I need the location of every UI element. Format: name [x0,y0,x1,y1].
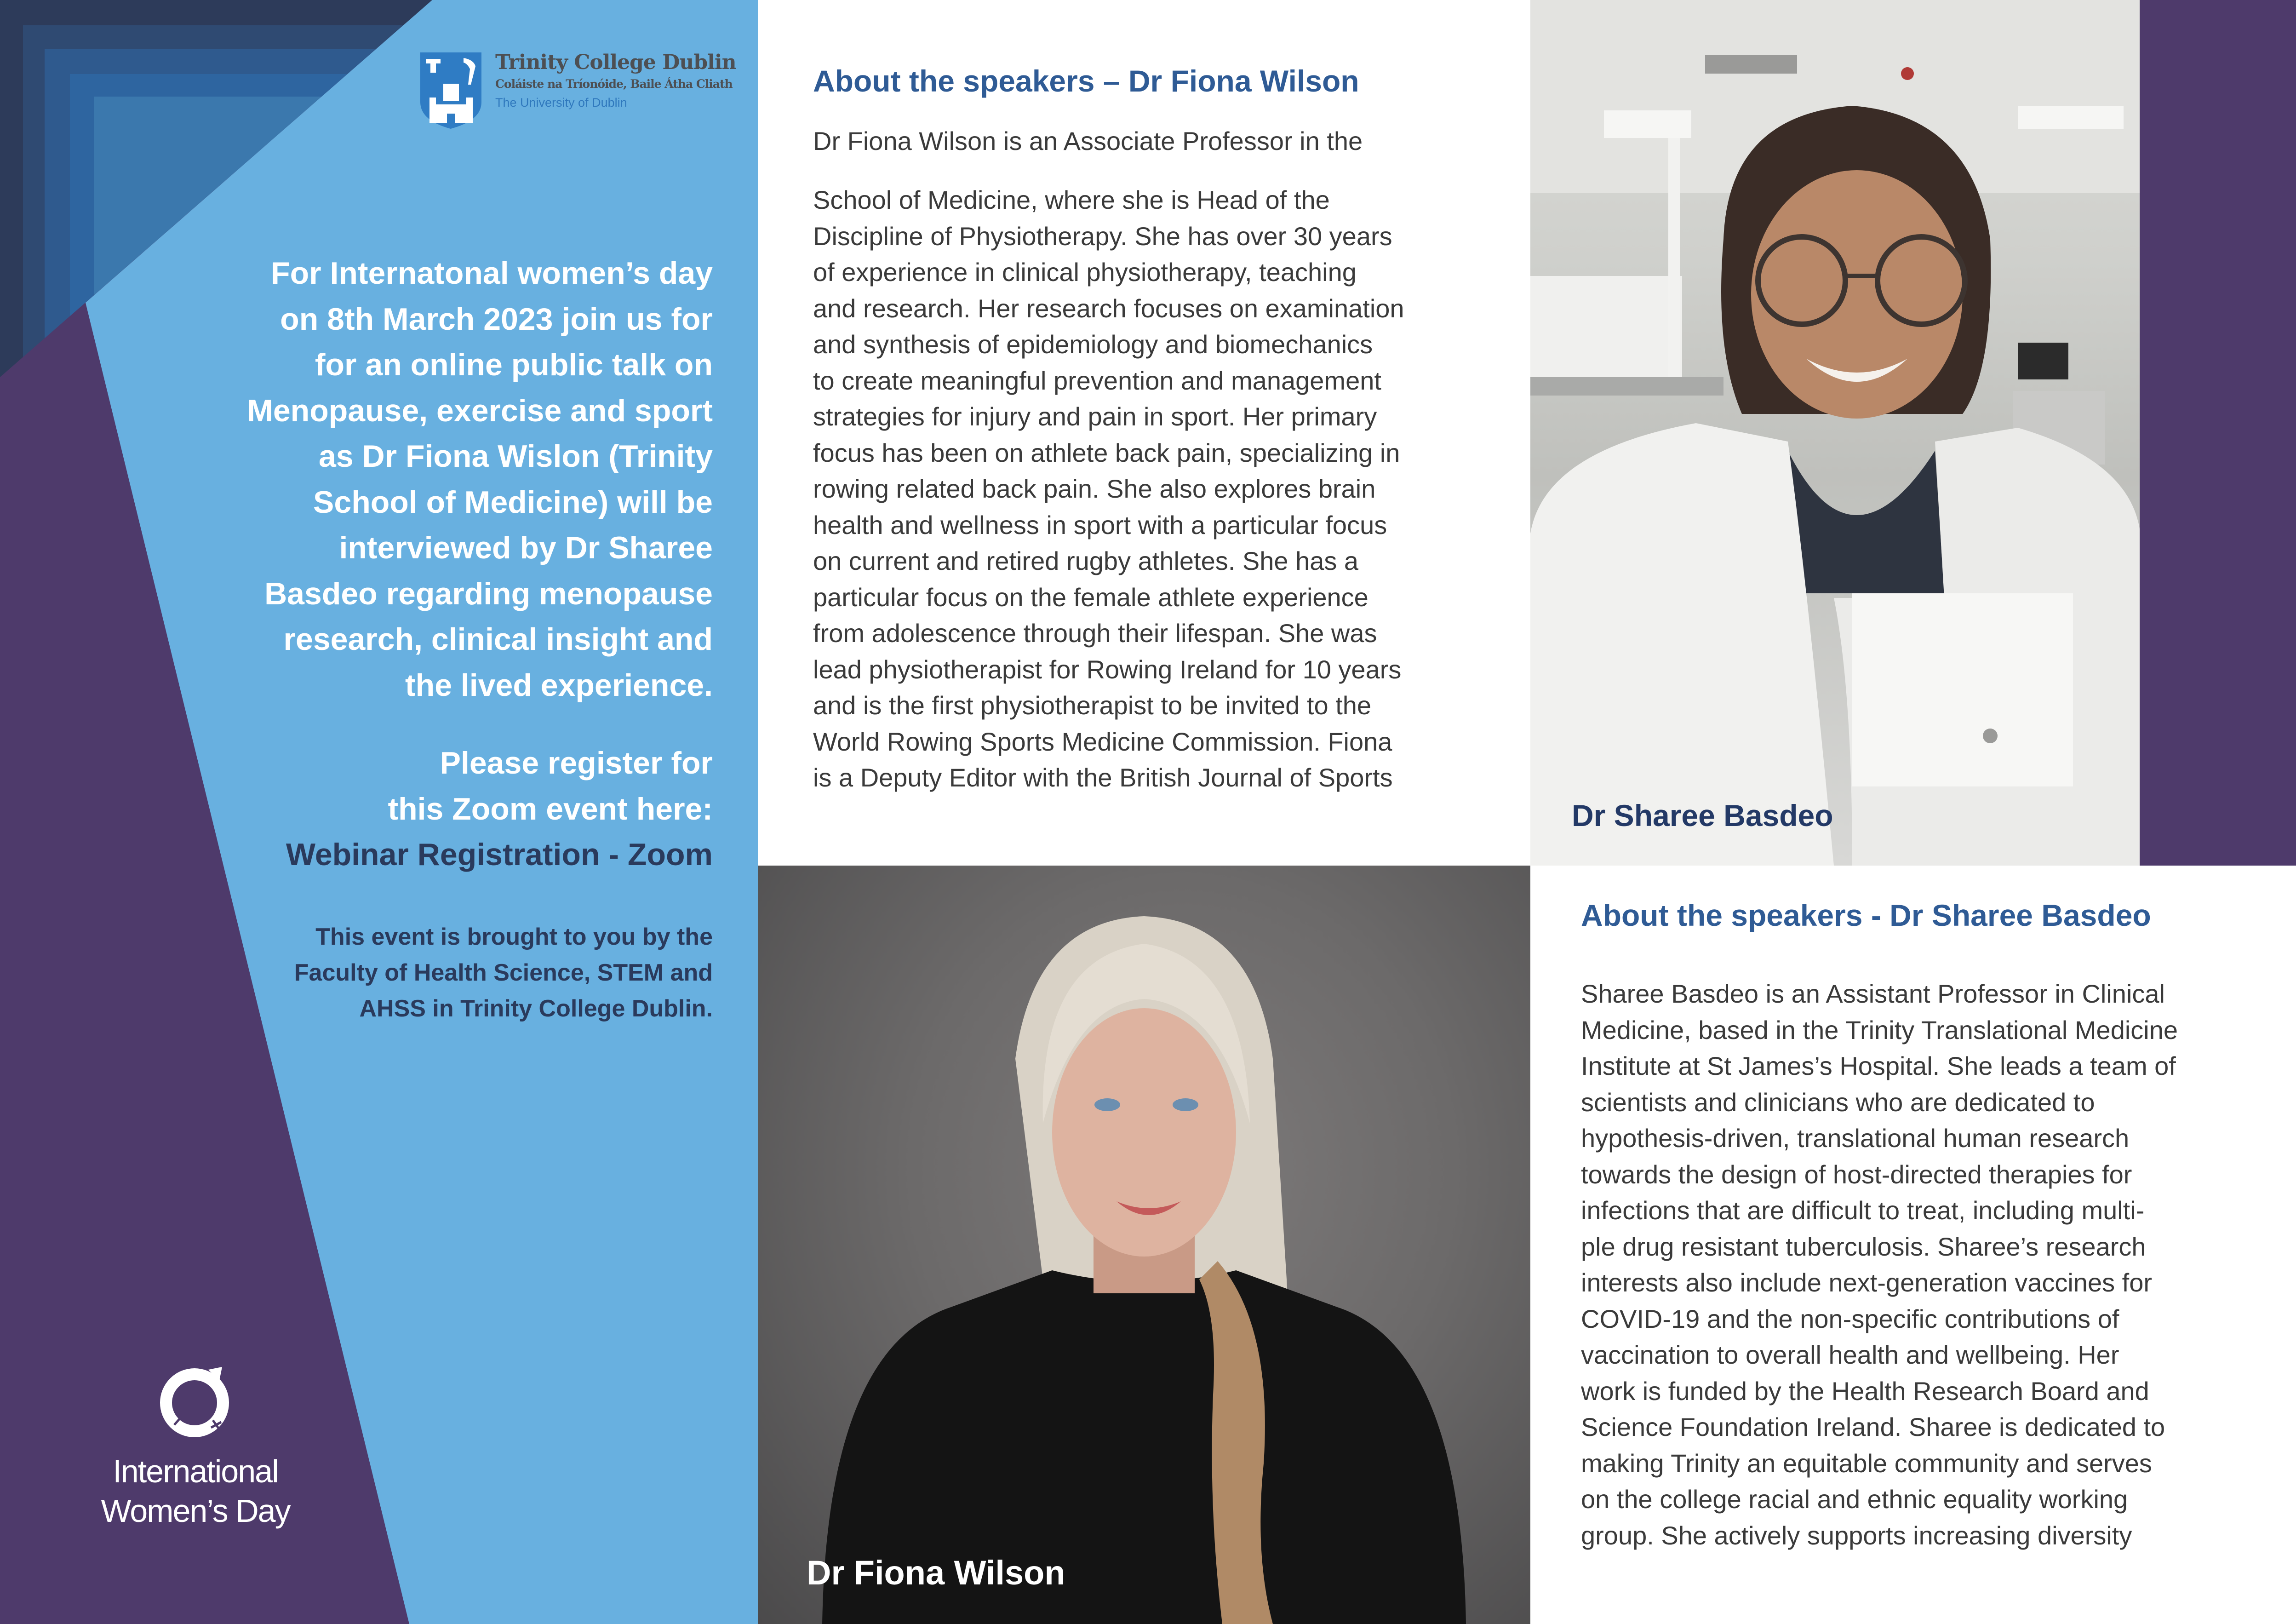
bio-line: particular focus on the female athlete experience [813,582,1368,612]
bio-line: Discipline of Physiotherapy. She has over 30 years [813,221,1392,251]
tcd-crest-icon [419,52,482,130]
bio-line: Science Foundation Ireland. Sharee is dedicated to [1581,1412,2165,1441]
intro-line: as Dr Fiona Wislon (Trinity [318,439,713,474]
intro-line: on 8th March 2023 join us for [280,301,713,337]
bio-line: on current and retired rugby athletes. She has a [813,546,1359,575]
bio-line: and is the first physiotherapist to be invited to the [813,691,1372,720]
register-text: this Zoom event here: [388,791,713,826]
sponsor-line: Faculty of Health Science, STEM and [294,959,713,986]
sharee-about-section [1530,866,2296,1624]
bio-line: School of Medicine, where she is Head of the [813,185,1330,214]
bio-line: interests also include next-generation vaccines for [1581,1268,2153,1297]
iwd-wordmark [90,1452,301,1531]
fiona-wilson-photo [758,866,1530,1624]
bio-line: to create meaningful prevention and management [813,366,1381,395]
bio-line: lead physiotherapist for Rowing Ireland for 10 years [813,654,1402,684]
intro-line: research, clinical insight and [283,622,713,657]
tcd-name: Trinity College Dublin [495,51,736,74]
sponsor-line: AHSS in Trinity College Dublin. [359,995,713,1022]
bio-line: health and wellness in sport with a particular focus [813,510,1387,539]
bio-line: from adolescence through their lifespan. She was [813,619,1377,648]
tcd-logo [419,51,736,133]
register-text: Please register for [440,746,713,780]
iwd-line: International [113,1453,278,1489]
fiona-about-section [758,0,1530,866]
fiona-bio-lead: Dr Fiona Wilson is an Associate Professor in the [813,126,1363,155]
tcd-subtitle: The University of Dublin [495,96,627,109]
bio-line: on the college racial and ethnic equality working [1581,1485,2128,1514]
bio-line: making Trinity an equitable community and serves [1581,1448,2152,1478]
fiona-section-title: About the speakers – Dr Fiona Wilson [813,64,1359,98]
intro-line: for an online public talk on [315,347,713,382]
intro-line: Menopause, exercise and sport [247,393,713,428]
left-panel [0,0,758,1624]
fiona-photo-caption: Dr Fiona Wilson [807,1554,1065,1592]
intro-line: the lived experience. [405,667,713,703]
webinar-registration-link[interactable]: Webinar Registration - Zoom [286,837,713,872]
sponsor-note [115,919,713,1027]
iwd-venus-symbol-icon [154,1360,237,1443]
intro-line: Basdeo regarding menopause [264,576,713,611]
purple-accent-strip [2140,0,2296,866]
bio-line: is a Deputy Editor with the British Journal of Sports [813,763,1393,792]
iwd-logo [90,1360,301,1535]
intro-line: School of Medicine) will be [313,484,713,520]
intro-line: For Internatonal women’s day [271,256,713,291]
sharee-portrait-illustration [1530,0,2140,866]
fiona-bio [813,182,1512,796]
bio-line: and research. Her research focuses on examination [813,293,1404,323]
sharee-photo-caption: Dr Sharee Basdeo [1572,798,1833,832]
bio-line: Medicine, based in the Trinity Translational Medicine [1581,1015,2178,1044]
bio-line: strategies for injury and pain in sport. Her primary [813,402,1377,431]
bio-line: scientists and clinicians who are dedicated to [1581,1087,2095,1117]
intro-line: interviewed by Dr Sharee [339,530,713,565]
bio-line: focus has been on athlete back pain, specializing in [813,438,1400,467]
bio-line: towards the design of host-directed therapies for [1581,1159,2132,1189]
bio-line: vaccination to overall health and wellbeing. Her [1581,1340,2119,1369]
sharee-bio [1581,976,2280,1554]
bio-line: COVID-19 and the non-specific contributions of [1581,1304,2119,1333]
iwd-line: Women’s Day [101,1493,290,1529]
bio-line: work is funded by the Health Research Board and [1581,1376,2149,1406]
event-intro [115,251,713,708]
bio-line: group. She actively supports increasing diversity [1581,1521,2132,1550]
bio-line: and synthesis of epidemiology and biomechanics [813,330,1373,359]
register-block [115,740,713,878]
bio-line: hypothesis-driven, translational human research [1581,1124,2130,1153]
bio-line: ple drug resistant tuberculosis. Sharee’s research [1581,1232,2146,1261]
fiona-portrait-illustration [758,866,1530,1624]
bio-line: infections that are difficult to treat, including multi- [1581,1196,2145,1225]
sharee-basdeo-photo [1530,0,2140,866]
tcd-irish-name: Coláiste na Tríonóide, Baile Átha Cliath [495,77,733,91]
bio-line: Sharee Basdeo is an Assistant Professor in Clinical [1581,979,2165,1008]
bio-line: Institute at St James’s Hospital. She leads a team of [1581,1051,2176,1080]
sponsor-line: This event is brought to you by the [315,924,713,950]
bio-line: World Rowing Sports Medicine Commission. Fiona [813,727,1392,756]
sharee-section-title: About the speakers - Dr Sharee Basdeo [1581,898,2151,932]
bio-line: of experience in clinical physiotherapy, teaching [813,258,1357,287]
bio-line: rowing related back pain. She also explores brain [813,474,1376,503]
